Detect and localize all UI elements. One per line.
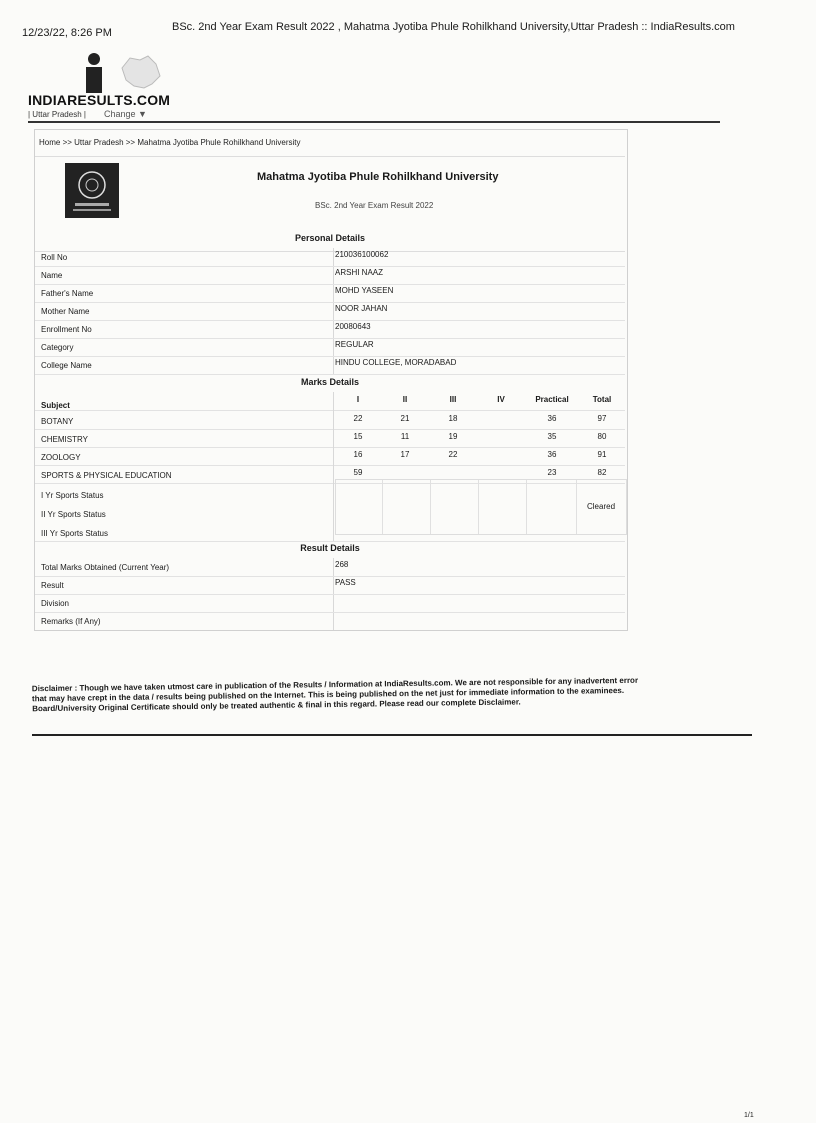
exam-title: BSc. 2nd Year Exam Result 2022	[315, 201, 434, 210]
result-label: Remarks (If Any)	[41, 617, 101, 626]
detail-row	[35, 248, 625, 267]
page-number: 1/1	[744, 1112, 754, 1119]
marks-row	[35, 447, 625, 466]
result-row	[35, 594, 625, 613]
mark-cell: 36	[547, 414, 557, 423]
sports-status-value: Cleared	[587, 502, 616, 511]
subject-name: BOTANY	[41, 417, 74, 426]
marks-row	[35, 429, 625, 448]
breadcrumb-home[interactable]: Home	[39, 138, 61, 147]
result-label: Division	[41, 599, 70, 608]
result-row	[35, 612, 625, 630]
person-icon	[83, 52, 105, 94]
mark-cell: 11	[400, 432, 410, 441]
breadcrumb	[39, 138, 301, 147]
marks-details-heading: Marks Details	[300, 377, 360, 387]
mark-cell: 22	[353, 414, 363, 423]
column-header: Subject	[41, 401, 70, 410]
mark-cell: 17	[400, 450, 410, 459]
personal-details-heading: Personal Details	[294, 233, 366, 243]
result-row	[35, 558, 625, 577]
subject-name: CHEMISTRY	[41, 435, 88, 444]
breadcrumb-separator: >>	[62, 138, 72, 147]
detail-row	[35, 356, 625, 375]
header-divider	[28, 121, 720, 123]
detail-label: Roll No	[41, 253, 68, 262]
breadcrumb-university[interactable]: Mahatma Jyotiba Phule Rohilkhand University	[137, 138, 301, 147]
detail-row	[35, 302, 625, 321]
sports-status-label: I Yr Sports Status	[41, 491, 104, 500]
detail-label: Category	[41, 343, 74, 352]
mark-cell: 18	[448, 414, 458, 423]
mark-cell: 35	[547, 432, 557, 441]
mark-cell: 23	[547, 468, 557, 477]
result-value: 268	[335, 560, 349, 569]
state-label: | Uttar Pradesh |	[28, 110, 86, 119]
result-label: Total Marks Obtained (Current Year)	[41, 563, 170, 572]
site-logo-text: INDIARESULTS.COM	[28, 92, 171, 108]
mark-cell: 82	[597, 468, 607, 477]
result-row	[35, 576, 625, 595]
mark-cell: 22	[448, 450, 458, 459]
mark-cell: 16	[353, 450, 363, 459]
detail-label: Name	[41, 271, 63, 280]
column-header: Total	[592, 395, 612, 404]
sports-status-grid	[335, 479, 627, 535]
mark-cell: 36	[547, 450, 557, 459]
detail-label: College Name	[41, 361, 92, 370]
print-page-title: BSc. 2nd Year Exam Result 2022 , Mahatma Jyotiba Phule Rohilkhand University,Uttar Pradesh :: IndiaResults.com	[172, 21, 735, 33]
breadcrumb-separator: >>	[125, 138, 136, 147]
mark-cell: 97	[597, 414, 607, 423]
breadcrumb-state[interactable]: Uttar Pradesh	[74, 138, 124, 147]
mark-cell: 21	[400, 414, 410, 423]
detail-value: 20080643	[335, 322, 371, 331]
university-name: Mahatma Jyotiba Phule Rohilkhand University	[257, 171, 499, 183]
result-value: PASS	[335, 578, 356, 587]
mark-cell: 80	[597, 432, 607, 441]
mark-cell: 19	[448, 432, 458, 441]
detail-value: 210036100062	[335, 250, 389, 259]
marks-header-row	[35, 392, 625, 411]
subject-name: ZOOLOGY	[41, 453, 81, 462]
column-header: IV	[497, 395, 505, 404]
result-label: Result	[41, 581, 64, 590]
detail-value: HINDU COLLEGE, MORADABAD	[335, 358, 457, 367]
column-header: I	[356, 395, 360, 404]
print-date: 12/23/22, 8:26 PM	[22, 27, 112, 39]
subject-name: SPORTS & PHYSICAL EDUCATION	[41, 471, 172, 480]
detail-label: Mother Name	[41, 307, 90, 316]
detail-value: MOHD YASEEN	[335, 286, 394, 295]
footer-divider	[32, 734, 752, 736]
detail-label: Father's Name	[41, 289, 94, 298]
mark-cell: 59	[353, 468, 363, 477]
detail-row	[35, 338, 625, 357]
detail-label: Enrollment No	[41, 325, 92, 334]
detail-row	[35, 266, 625, 285]
column-header: III	[449, 395, 457, 404]
sports-status-label: III Yr Sports Status	[41, 529, 108, 538]
mark-cell: 15	[353, 432, 363, 441]
sports-status-label: II Yr Sports Status	[41, 510, 106, 519]
result-details-heading: Result Details	[300, 543, 360, 553]
disclaimer-text: Disclaimer : Though we have taken utmost care in publication of the Results / Information at IndiaResults.com. We are not responsible for any inadvertent error that may have crept in the data / results being published on the Internet. This is being published on the net just for immediate information to the examinees. Board/University Original Certificate should only be treated authentic & final in this regard. Please read our complete Disclaimer.	[31, 675, 639, 714]
state-map-icon	[116, 54, 164, 92]
change-state-link[interactable]: Change ▼	[104, 109, 147, 119]
university-emblem-icon	[65, 163, 119, 218]
mark-cell: 91	[597, 450, 607, 459]
site-logo[interactable]	[28, 52, 178, 122]
detail-row	[35, 284, 625, 303]
column-header: II	[402, 395, 408, 404]
detail-value: ARSHI NAAZ	[335, 268, 384, 277]
detail-value: NOOR JAHAN	[335, 304, 388, 313]
detail-value: REGULAR	[335, 340, 374, 349]
marks-row	[35, 411, 625, 430]
column-header: Practical	[535, 395, 569, 404]
result-panel	[34, 129, 628, 631]
detail-row	[35, 320, 625, 339]
